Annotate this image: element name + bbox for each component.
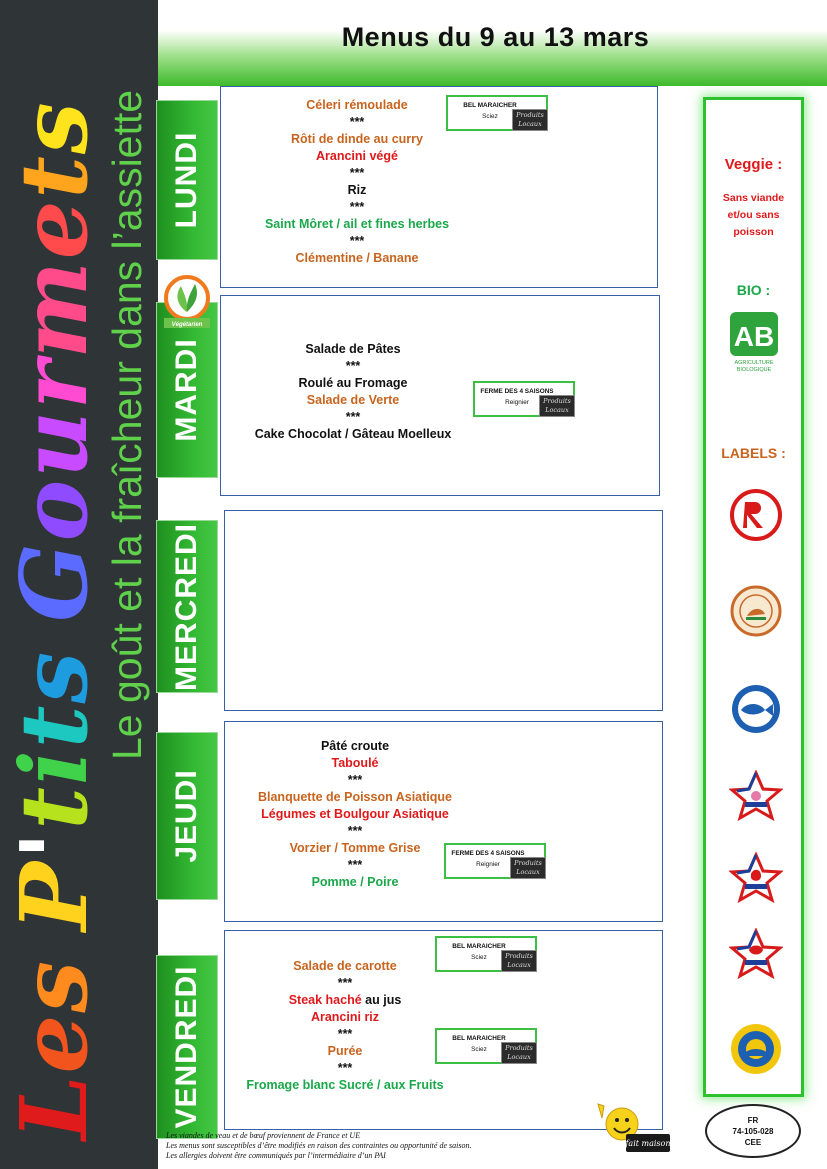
- producer-name: FERME DES 4 SAISONS: [451, 850, 525, 857]
- brand-letter: e: [0, 1012, 108, 1074]
- brand-letter: P: [0, 859, 108, 931]
- ab-logo-letters: AB: [733, 321, 775, 352]
- menu-item: [225, 806, 485, 823]
- menu-separator: [225, 823, 485, 840]
- local-producer-badge: [435, 1028, 537, 1064]
- viande-bovine-francaise-icon: [729, 928, 783, 982]
- menu-separator: [225, 772, 485, 789]
- day-tab-jeudi: [156, 732, 218, 900]
- menu-item-text: ***: [337, 976, 353, 990]
- local-producer-badge: [435, 936, 537, 972]
- menu-item: [225, 992, 465, 1009]
- day-label: VENDREDI: [170, 965, 203, 1129]
- peche-durable-icon: [729, 682, 783, 736]
- brand-letter: s: [0, 958, 108, 1013]
- menu-item-text: Arancini végé: [316, 149, 398, 163]
- day-label: MERCREDI: [170, 522, 203, 691]
- menu-item-text: ***: [349, 166, 365, 180]
- day-label: MARDI: [170, 338, 203, 442]
- menu-item: [225, 958, 465, 975]
- eco-label-icon: [729, 584, 783, 638]
- le-porc-francais-icon: [729, 770, 783, 824]
- brand-letter: s: [0, 100, 108, 155]
- veggie-description: [706, 190, 801, 241]
- day-tab-lundi: [156, 100, 218, 260]
- day-tab-mercredi: [156, 520, 218, 693]
- veggie-desc-line: Sans viande: [722, 192, 785, 204]
- menu-item-text: ***: [337, 1061, 353, 1075]
- volaille-francaise-icon: [729, 852, 783, 906]
- menu-item-text: ***: [337, 1027, 353, 1041]
- produits-locaux-stamp: Produits Locaux: [512, 109, 548, 131]
- health-mark-line: FR: [747, 1116, 759, 1125]
- veggie-desc-line: poisson: [733, 226, 774, 238]
- brand-letter: G: [0, 541, 108, 622]
- menu-item-text: Blanquette de Poisson Asiatique: [257, 790, 452, 804]
- brand-letter: m: [0, 259, 108, 359]
- menu-separator: [225, 975, 465, 992]
- menu-mardi: [221, 341, 485, 443]
- produits-locaux-stamp: Produits Locaux: [501, 950, 537, 972]
- menu-item: [225, 738, 485, 755]
- menu-vendredi: [225, 958, 465, 1094]
- menu-item: [225, 1009, 465, 1026]
- brand-letter: o: [0, 477, 108, 542]
- brand-slogan: Le goût et la fraîcheur dans l’assiette: [104, 89, 150, 760]
- menu-item-text: Clémentine / Banane: [295, 251, 419, 265]
- menu-separator: [221, 358, 485, 375]
- menu-item-text: Cake Chocolat / Gâteau Moelleux: [254, 427, 452, 441]
- menu-item: [221, 182, 493, 199]
- producer-name: BEL MARAICHER: [452, 943, 506, 950]
- footer-notes: [166, 1131, 686, 1161]
- menu-item-text: Vorzier / Tomme Grise: [289, 841, 421, 855]
- producer-town: Sciez: [482, 113, 498, 120]
- label-rouge-icon: [729, 488, 783, 542]
- bio-title: BIO :: [736, 282, 771, 298]
- menu-separator: [221, 409, 485, 426]
- menu-item-text: Céleri rémoulade: [306, 98, 408, 112]
- menu-separator: [221, 233, 493, 250]
- menu-item-text: ***: [349, 234, 365, 248]
- produits-locaux-stamp: Produits Locaux: [501, 1042, 537, 1064]
- menu-item-text: ***: [347, 858, 363, 872]
- menu-item: [221, 250, 493, 267]
- page-title: Menus du 9 au 13 mars: [341, 22, 650, 52]
- menu-item: [221, 375, 485, 392]
- brand-letter: r: [0, 358, 108, 410]
- brand-name: [0, 100, 108, 1140]
- menu-item-text: Taboulé: [331, 756, 379, 770]
- menu-item-text: Salade de Pâtes: [305, 342, 401, 356]
- day-label: JEUDI: [170, 769, 203, 863]
- producer-name: BEL MARAICHER: [463, 102, 517, 109]
- produits-locaux-stamp: Produits Locaux: [539, 395, 575, 417]
- menu-item-text: Roulé au Fromage: [298, 376, 408, 390]
- footer-note: Les allergies doivent être communiqués par l’intermédiaire d’un PAI: [166, 1151, 386, 1160]
- local-producer-badge: [444, 843, 546, 879]
- brand-letter: u: [0, 409, 108, 478]
- veggie-desc-line: et/ou sans: [727, 209, 780, 221]
- menu-item-text: Légumes et Boulgour Asiatique: [261, 807, 449, 821]
- brand-letter: t: [0, 154, 108, 199]
- day-label: LUNDI: [170, 131, 203, 229]
- menu-item-text: ***: [347, 824, 363, 838]
- menu-item-text: Purée: [327, 1044, 363, 1058]
- local-producer-badge: [473, 381, 575, 417]
- brand-letter: t: [0, 785, 108, 830]
- brand-letter: e: [0, 198, 108, 260]
- health-mark-line: CEE: [744, 1138, 762, 1147]
- day-box-lundi: [220, 86, 658, 288]
- brand-letter: L: [0, 1073, 108, 1140]
- menu-item: [221, 392, 485, 409]
- menu-separator: [225, 1060, 465, 1077]
- menu-item: [221, 148, 493, 165]
- ab-bio-logo-icon: [728, 310, 780, 374]
- menu-item-text: Riz: [347, 183, 367, 197]
- day-box-jeudi: [224, 721, 663, 922]
- day-tab-vendredi: [156, 955, 218, 1139]
- menu-item: [221, 341, 485, 358]
- menu-separator: [221, 199, 493, 216]
- menu-item: [225, 789, 485, 806]
- menu-item-text: Pomme / Poire: [311, 875, 399, 889]
- menu-item-text: ***: [349, 115, 365, 129]
- menu-separator: [225, 1026, 465, 1043]
- producer-name: FERME DES 4 SAISONS: [480, 388, 554, 395]
- menu-item-text: Arancini riz: [310, 1010, 380, 1024]
- ab-logo-caption-line: AGRICULTURE: [734, 360, 774, 366]
- footer-note: Les viandes de veau et de bœuf proviennent de France et UE: [166, 1131, 361, 1140]
- brand-letter: t: [0, 703, 108, 749]
- menu-item: [225, 755, 485, 772]
- fait-maison-caption: fait maison: [625, 1139, 671, 1148]
- labels-title: LABELS :: [721, 445, 786, 461]
- producer-town: Reignier: [505, 399, 529, 406]
- menu-item: [221, 216, 493, 233]
- menu-item-text: Saint Môret / ail et fines herbes: [264, 217, 450, 231]
- producer-name: BEL MARAICHER: [452, 1035, 506, 1042]
- footer-note: Les menus sont susceptibles d’être modifiés en raison des contraintes ou opportunité de saison.: [166, 1141, 472, 1150]
- menu-item: [225, 1043, 465, 1060]
- brand-letter: ': [0, 829, 108, 860]
- menu-item-text: ***: [349, 200, 365, 214]
- menu-item-text: Salade de Verte: [306, 393, 400, 407]
- health-mark-badge: [705, 1104, 801, 1158]
- menu-item-text: Pâté croute: [320, 739, 390, 753]
- menu-item: [221, 426, 485, 443]
- brand-letter: i: [0, 748, 108, 786]
- menu-item: [225, 1077, 465, 1094]
- menu-item-text: Steak haché: [288, 993, 362, 1007]
- menu-item-text: Fromage blanc Sucré / aux Fruits: [246, 1078, 444, 1092]
- local-producer-badge: [446, 95, 548, 131]
- menu-item-text: ***: [347, 773, 363, 787]
- producer-town: Sciez: [471, 954, 487, 961]
- vegetarian-logo-icon: [162, 274, 212, 332]
- menu-item-text: Salade de carotte: [293, 959, 397, 973]
- producer-town: Sciez: [471, 1046, 487, 1053]
- menu-item-text: Rôti de dinde au curry: [291, 132, 423, 146]
- day-box-mercredi: [224, 510, 663, 711]
- menu-item-suffix: au jus: [361, 993, 402, 1007]
- page-header: [158, 0, 827, 86]
- menu-item-text: ***: [345, 410, 361, 424]
- day-box-mardi: [220, 295, 660, 496]
- veggie-title: Veggie :: [724, 156, 783, 173]
- producer-town: Reignier: [476, 861, 500, 868]
- menu-item-text: ***: [345, 359, 361, 373]
- menu-separator: [221, 165, 493, 182]
- legend-panel: [703, 97, 804, 1097]
- ab-logo-caption-line: BIOLOGIQUE: [736, 367, 772, 373]
- igp-icon: [729, 1022, 783, 1076]
- vegetarian-logo-caption: Végétarien: [171, 322, 203, 328]
- brand-sidebar: [0, 0, 158, 1169]
- menu-item: [221, 131, 493, 148]
- health-mark-line: 74-105-028: [732, 1127, 774, 1136]
- produits-locaux-stamp: Produits Locaux: [510, 857, 546, 879]
- brand-letter: s: [0, 649, 108, 704]
